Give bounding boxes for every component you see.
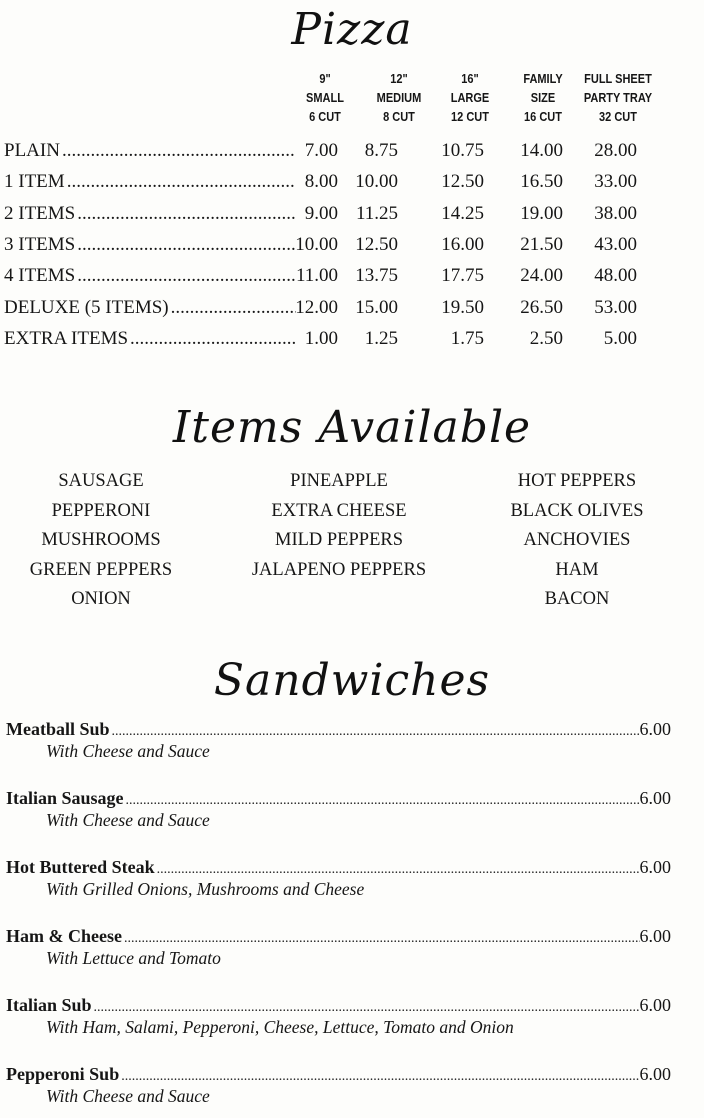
pizza-price: 12.00 <box>295 296 338 318</box>
pizza-price: 17.75 <box>441 265 484 287</box>
topping-item: ONION <box>71 589 131 609</box>
pizza-price: 1.25 <box>364 327 398 349</box>
pizza-price: 53.00 <box>594 296 637 318</box>
header-line: 12 CUT <box>451 110 489 124</box>
pizza-row-label <box>4 328 296 350</box>
sandwich-price: 6.00 <box>639 926 671 946</box>
sandwich-description: With Cheese and Sauce <box>46 1086 210 1106</box>
sandwich-name: Hot Buttered Steak <box>6 857 155 877</box>
pizza-price: 9.00 <box>304 202 338 224</box>
dot-leader <box>130 328 296 350</box>
topping-item: EXTRA CHEESE <box>271 500 407 521</box>
header-line: 12" <box>390 72 408 86</box>
topping-item: PINEAPPLE <box>290 471 388 491</box>
pizza-row <box>4 203 704 233</box>
pizza-price: 12.50 <box>355 233 398 255</box>
pizza-size-name: 4 ITEMS <box>4 265 76 287</box>
topping-item: MUSHROOMS <box>41 530 161 550</box>
dot-leader <box>124 931 640 947</box>
sandwich-description: With Cheese and Sauce <box>46 810 210 830</box>
pizza-size-name: 3 ITEMS <box>4 233 76 255</box>
pizza-row <box>4 265 704 295</box>
dot-leader <box>62 140 296 162</box>
sandwich-line <box>6 857 671 878</box>
pizza-row-label <box>4 297 296 319</box>
size-column-header <box>574 70 662 127</box>
topping-item: JALAPENO PEPPERS <box>251 559 427 580</box>
sandwich-name: Italian Sub <box>6 995 92 1015</box>
header-line: 32 CUT <box>599 110 637 124</box>
sandwich-description: With Ham, Salami, Pepperoni, Cheese, Lettuce, Tomato and Onion <box>46 1017 514 1037</box>
sandwich-item <box>6 995 671 1038</box>
pizza-price: 10.00 <box>355 171 398 193</box>
pizza-price: 12.50 <box>441 171 484 193</box>
sandwich-description: With Cheese and Sauce <box>46 741 210 761</box>
sandwich-price: 6.00 <box>639 788 671 808</box>
pizza-price: 1.75 <box>450 327 484 349</box>
pizza-row <box>4 297 704 327</box>
dot-leader <box>94 1000 640 1016</box>
topping-item: HAM <box>555 559 599 580</box>
sandwich-line <box>6 719 671 740</box>
pizza-price: 11.00 <box>295 265 338 287</box>
sandwich-name: Meatball Sub <box>6 719 110 739</box>
pizza-row <box>4 328 704 358</box>
topping-item: BLACK OLIVES <box>510 500 644 521</box>
pizza-price: 11.25 <box>355 202 398 224</box>
sandwich-description: With Grilled Onions, Mushrooms and Cheese <box>46 879 365 899</box>
pizza-price: 7.00 <box>304 140 338 161</box>
sandwich-name: Italian Sausage <box>6 788 124 808</box>
pizza-size-name: 2 ITEMS <box>4 202 76 224</box>
topping-item: ANCHOVIES <box>523 530 631 550</box>
sandwich-price: 6.00 <box>639 1064 671 1084</box>
sandwich-price: 6.00 <box>639 995 671 1015</box>
dot-leader <box>157 862 640 878</box>
pizza-price: 28.00 <box>594 140 637 161</box>
pizza-price: 33.00 <box>594 171 637 193</box>
pizza-price: 5.00 <box>603 327 637 349</box>
dot-leader <box>67 171 296 193</box>
pizza-price: 1.00 <box>304 327 338 349</box>
sandwich-price: 6.00 <box>639 719 671 739</box>
pizza-price: 16.50 <box>520 171 563 193</box>
pizza-price: 8.00 <box>304 171 338 193</box>
pizza-price: 14.25 <box>441 202 484 224</box>
sandwich-item <box>6 719 671 762</box>
topping-item: GREEN PEPPERS <box>29 559 173 580</box>
sandwich-line <box>6 1064 671 1085</box>
sandwich-item <box>6 1064 671 1107</box>
sandwich-price: 6.00 <box>639 857 671 877</box>
header-line: 8 CUT <box>383 110 415 124</box>
pizza-price: 2.50 <box>529 327 563 349</box>
sandwich-line <box>6 926 671 947</box>
sandwich-item <box>6 926 671 969</box>
sandwich-line <box>6 995 671 1016</box>
pizza-price: 24.00 <box>520 265 563 287</box>
header-line: FAMILY <box>523 72 563 86</box>
sandwich-item <box>6 857 671 900</box>
dot-leader <box>112 724 640 740</box>
sandwich-line <box>6 788 671 809</box>
pizza-size-name: 1 ITEM <box>4 171 65 193</box>
pizza-row-label <box>4 265 296 287</box>
pizza-price: 48.00 <box>594 265 637 287</box>
pizza-size-name: DELUXE (5 ITEMS) <box>4 296 169 318</box>
sandwiches-heading: Sandwiches <box>213 655 491 706</box>
pizza-price: 19.50 <box>441 296 484 318</box>
header-line: SMALL <box>306 91 344 105</box>
header-line: PARTY TRAY <box>583 91 653 105</box>
header-line: FULL SHEET <box>584 72 652 86</box>
dot-leader <box>121 1069 639 1085</box>
header-line: 9" <box>319 72 331 86</box>
topping-item: BACON <box>544 589 610 609</box>
sandwich-name: Pepperoni Sub <box>6 1064 120 1084</box>
pizza-price: 15.00 <box>355 296 398 318</box>
pizza-price: 43.00 <box>594 233 637 255</box>
pizza-price: 16.00 <box>441 233 484 255</box>
pizza-row-label <box>4 203 296 225</box>
header-line: LARGE <box>450 91 490 105</box>
items-available-heading: Items Available <box>172 402 532 453</box>
pizza-row <box>4 171 704 201</box>
sandwich-name: Ham & Cheese <box>6 926 122 946</box>
pizza-price: 13.75 <box>355 265 398 287</box>
pizza-row-label <box>4 171 296 193</box>
topping-item: SAUSAGE <box>58 471 144 491</box>
pizza-price: 8.75 <box>364 140 398 161</box>
dot-leader <box>77 265 296 287</box>
sandwich-description: With Lettuce and Tomato <box>46 948 221 968</box>
pizza-heading: Pizza <box>291 4 413 55</box>
pizza-price: 21.50 <box>520 233 563 255</box>
header-line: MEDIUM <box>376 91 422 105</box>
pizza-price: 38.00 <box>594 202 637 224</box>
pizza-price: 14.00 <box>520 140 563 161</box>
pizza-row <box>4 234 704 264</box>
pizza-price: 10.00 <box>295 233 338 255</box>
pizza-size-name: EXTRA ITEMS <box>4 327 129 349</box>
sandwich-item <box>6 788 671 831</box>
topping-item: MILD PEPPERS <box>275 530 403 550</box>
header-line: 16 CUT <box>524 110 562 124</box>
header-line: 16" <box>461 72 479 86</box>
pizza-price: 10.75 <box>441 140 484 161</box>
pizza-size-name: PLAIN <box>4 140 60 161</box>
dot-leader <box>77 234 296 256</box>
header-line: SIZE <box>530 91 556 105</box>
pizza-row-label <box>4 234 296 256</box>
header-line: 6 CUT <box>309 110 341 124</box>
dot-leader <box>126 793 640 809</box>
pizza-price: 26.50 <box>520 296 563 318</box>
topping-item: PEPPERONI <box>51 500 151 521</box>
dot-leader <box>77 203 296 225</box>
pizza-price: 19.00 <box>520 202 563 224</box>
topping-item: HOT PEPPERS <box>517 471 637 491</box>
pizza-row-label <box>4 140 296 162</box>
pizza-row <box>4 140 704 170</box>
